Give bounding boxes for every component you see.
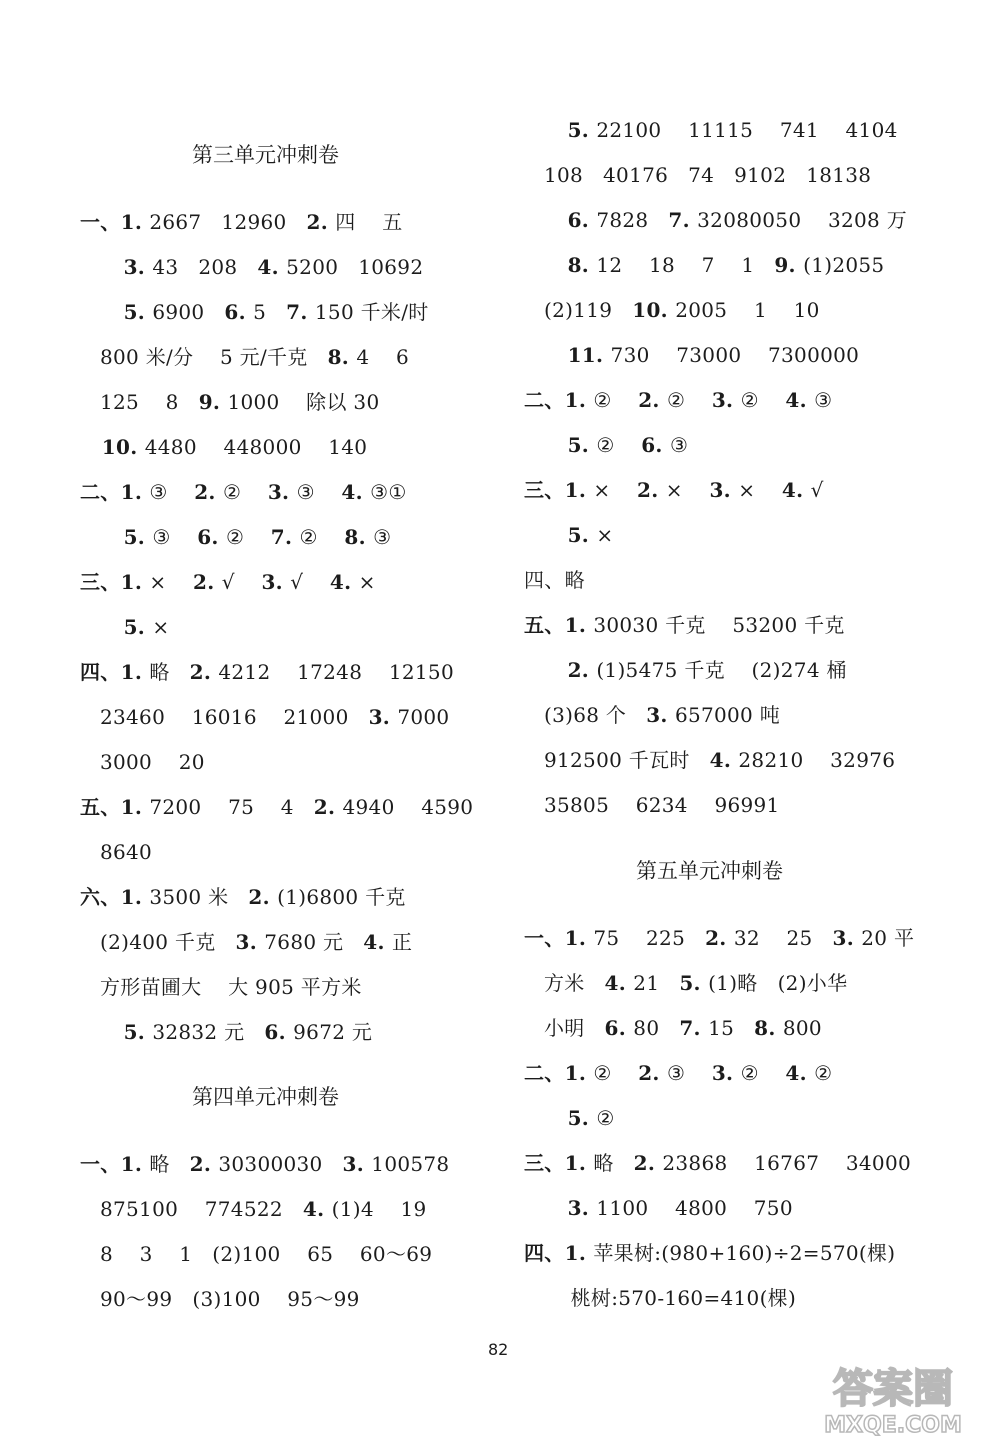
answer-text: ② (666, 388, 712, 412)
answer-text: 23460 16016 21000 (80, 705, 369, 729)
answer-text: 苹果树:(980+160)÷2=570(棵) (593, 1241, 896, 1265)
answer-text: 75 225 (593, 926, 706, 950)
answer-text: 7000 (397, 705, 450, 729)
answer-text: ② (222, 480, 268, 504)
answer-line (80, 793, 473, 821)
answer-text: 3000 20 (80, 750, 205, 774)
answer-text: 32832 元 (152, 1020, 265, 1044)
answer-line (80, 838, 152, 866)
answer-line (524, 296, 820, 324)
answer-line (80, 253, 423, 281)
question-number: 9. (774, 253, 804, 277)
question-number: 4. (785, 1061, 815, 1085)
answer-text: × (738, 478, 782, 502)
answer-text: (1)略 (2)小华 (708, 971, 848, 995)
answer-text: 方米 (524, 971, 605, 995)
question-number: 5. (524, 523, 597, 547)
answer-text: 正 (392, 930, 413, 954)
question-number: 2. (633, 1151, 663, 1175)
answer-text: 9672 元 (293, 1020, 373, 1044)
question-number: 6. (224, 300, 254, 324)
answer-text: 30030 千克 53200 千克 (593, 613, 845, 637)
answer-text: ② (596, 1106, 615, 1130)
answer-line (80, 1018, 372, 1046)
answer-text: 657000 吨 (674, 703, 781, 727)
question-number: 一、1. (80, 210, 150, 234)
answer-text: 30300030 (218, 1152, 343, 1176)
answer-line (524, 206, 907, 234)
question-number: 5. (80, 525, 153, 549)
answer-text: ② (814, 1061, 833, 1085)
question-number: 5. (80, 1020, 153, 1044)
answer-line (80, 343, 409, 371)
answer-line (524, 431, 688, 459)
answer-text: 912500 千瓦时 (524, 748, 710, 772)
answer-line (80, 748, 205, 776)
answer-line (80, 1195, 427, 1223)
answer-text: ③ (666, 1061, 712, 1085)
question-number: 三、1. (524, 478, 594, 502)
page-number: 82 (488, 1340, 509, 1359)
question-number: 6. (641, 433, 670, 457)
answer-text: √ (810, 478, 824, 502)
question-number: 3. (267, 480, 297, 504)
question-number: 5. (80, 300, 153, 324)
question-number: 五、1. (80, 795, 150, 819)
answer-line (80, 883, 406, 911)
question-number: 10. (632, 298, 676, 322)
answer-text: 730 73000 7300000 (610, 343, 860, 367)
answer-line (524, 746, 895, 774)
answer-text: ② (596, 433, 642, 457)
answer-line (524, 1239, 895, 1267)
answer-line (524, 611, 845, 639)
answer-line (80, 1240, 432, 1268)
question-number: 4. (341, 480, 371, 504)
answer-text: × (149, 570, 194, 594)
question-number: 二、1. (524, 388, 594, 412)
answer-text: 略 (593, 1151, 634, 1175)
question-number: 8. (344, 525, 374, 549)
answer-text: (1)2055 (803, 253, 885, 277)
question-number: 6. (524, 208, 597, 232)
question-number: 5. (524, 118, 597, 142)
question-number: 10. (80, 435, 145, 459)
question-number: 2. (638, 1061, 667, 1085)
question-number: 2. (638, 388, 667, 412)
answer-line (80, 478, 407, 506)
answer-line (524, 161, 871, 189)
answer-text: 2005 1 10 (675, 298, 820, 322)
answer-text: ② (299, 525, 345, 549)
section-heading: 第三单元冲刺卷 (192, 143, 339, 167)
answer-text: 32 25 (733, 926, 833, 950)
answer-line (524, 521, 613, 549)
answer-text: 略 (149, 660, 190, 684)
answer-text: 方形苗圃大 大 905 平方米 (80, 975, 362, 999)
answer-line (524, 1014, 822, 1042)
answer-line (80, 928, 412, 956)
answer-text: ③ (814, 388, 833, 412)
answer-text: 8640 (80, 840, 153, 864)
watermark-text: 答案圈 (833, 1366, 953, 1412)
question-number: 5. (524, 433, 597, 457)
answer-text: 800 (782, 1016, 822, 1040)
question-number: 3. (709, 478, 739, 502)
answer-text: 7828 (596, 208, 669, 232)
answer-text: √ (221, 570, 262, 594)
answer-text: 32080050 3208 万 (697, 208, 908, 232)
question-number: 五、1. (524, 613, 594, 637)
answer-text: 100578 (371, 1152, 450, 1176)
answer-line (524, 791, 780, 819)
question-number: 二、1. (524, 1061, 594, 1085)
answer-text: 7200 75 4 (149, 795, 314, 819)
question-number: 8. (524, 253, 597, 277)
watermark-logo (798, 1352, 988, 1438)
answer-text: × (596, 523, 614, 547)
answer-text: 1100 4800 750 (596, 1196, 793, 1220)
answer-line (524, 251, 884, 279)
answer-text: 4 6 (356, 345, 410, 369)
answer-line (80, 973, 362, 1001)
question-number: 11. (524, 343, 611, 367)
answer-line (524, 924, 914, 952)
answer-text: 150 千米/时 (314, 300, 429, 324)
answer-line (80, 208, 403, 236)
answer-text: ② (740, 388, 786, 412)
answer-text: 15 (708, 1016, 755, 1040)
answer-text: √ (290, 570, 330, 594)
question-number: 2. (306, 210, 336, 234)
answer-text: ③① (370, 480, 407, 504)
question-number: 四、1. (80, 660, 150, 684)
answer-line (80, 1150, 449, 1178)
answer-text: 5200 10692 (286, 255, 424, 279)
question-number: 2. (248, 885, 278, 909)
answer-text: 12 18 7 1 (596, 253, 775, 277)
answer-text: × (665, 478, 710, 502)
answer-line (524, 1104, 615, 1132)
answer-line (524, 1194, 793, 1222)
answer-line (524, 701, 780, 729)
watermark-domain: MXQE.COM (824, 1413, 962, 1438)
answer-text: × (593, 478, 638, 502)
question-number: 3. (342, 1152, 372, 1176)
answer-text: 略 (149, 1152, 190, 1176)
answer-line (524, 476, 824, 504)
answer-line (80, 433, 367, 461)
question-number: 2. (524, 658, 597, 682)
question-number: 4. (329, 570, 359, 594)
answer-text: 20 平 (861, 926, 915, 950)
question-number: 4. (257, 255, 287, 279)
answer-text: 桃树:570-160=410(棵) (524, 1286, 797, 1310)
question-number: 6. (197, 525, 226, 549)
answer-text: 3500 米 (149, 885, 249, 909)
question-number: 7. (286, 300, 315, 324)
question-number: 四、1. (524, 1241, 594, 1265)
question-number: 4. (709, 748, 739, 772)
answer-line (524, 969, 847, 997)
answer-text: 22100 11115 741 4104 (596, 118, 898, 142)
answer-text: (1)6800 千克 (277, 885, 406, 909)
question-number: 6. (604, 1016, 634, 1040)
question-number: 2. (189, 1152, 219, 1176)
answer-text: ② (593, 388, 639, 412)
answer-line (524, 1059, 832, 1087)
question-number: 2. (193, 570, 222, 594)
question-number: 5. (80, 615, 153, 639)
question-number: 二、1. (80, 480, 150, 504)
answer-text: 4480 448000 140 (144, 435, 368, 459)
answer-text: 80 (633, 1016, 680, 1040)
answer-text: 28210 32976 (738, 748, 896, 772)
question-number: 7. (668, 208, 698, 232)
question-number: 2. (189, 660, 219, 684)
question-number: 6. (264, 1020, 294, 1044)
answer-text: 21 (633, 971, 680, 995)
question-number: 7. (270, 525, 300, 549)
answer-text: 7680 元 (264, 930, 364, 954)
answer-text: ③ (152, 525, 198, 549)
answer-line (80, 1285, 360, 1313)
answer-text: 800 米/分 5 元/千克 (80, 345, 328, 369)
question-number: 3. (261, 570, 291, 594)
answer-text: ② (225, 525, 271, 549)
section-heading: 第四单元冲刺卷 (192, 1085, 339, 1109)
question-number: 一、1. (80, 1152, 150, 1176)
question-number: 3. (711, 1061, 741, 1085)
answer-text: ② (740, 1061, 786, 1085)
question-number: 8. (754, 1016, 783, 1040)
answer-line (80, 388, 379, 416)
question-number: 三、1. (524, 1151, 594, 1175)
question-number: 2. (705, 926, 734, 950)
answer-line (80, 703, 449, 731)
answer-text: 四 五 (335, 210, 403, 234)
answer-line (524, 656, 847, 684)
question-number: 3. (832, 926, 862, 950)
question-number: 一、1. (524, 926, 594, 950)
answer-line (524, 1284, 796, 1312)
answer-text: 四、略 (524, 568, 585, 592)
answer-text: 4940 4590 (342, 795, 474, 819)
answer-text: (1)5475 千克 (2)274 桶 (596, 658, 847, 682)
answer-text: 108 40176 74 9102 18138 (524, 163, 872, 187)
answer-text: 125 8 (80, 390, 199, 414)
answer-line (80, 298, 429, 326)
question-number: 3. (524, 1196, 597, 1220)
answer-line (524, 116, 898, 144)
answer-text: 875100 774522 (80, 1197, 303, 1221)
question-number: 3. (368, 705, 398, 729)
answer-text: 4212 17248 12150 (218, 660, 454, 684)
answer-line (80, 523, 391, 551)
question-number: 8. (327, 345, 357, 369)
answer-text: 5 (253, 300, 287, 324)
answer-text: × (152, 615, 170, 639)
question-number: 三、1. (80, 570, 150, 594)
answer-text: 23868 16767 34000 (662, 1151, 912, 1175)
question-number: 4. (363, 930, 393, 954)
question-number: 六、1. (80, 885, 150, 909)
question-number: 5. (524, 1106, 597, 1130)
question-number: 7. (679, 1016, 709, 1040)
question-number: 2. (194, 480, 223, 504)
answer-text: 2667 12960 (149, 210, 307, 234)
answer-text: (1)4 19 (331, 1197, 427, 1221)
answer-line (80, 568, 376, 596)
answer-text: ③ (296, 480, 342, 504)
answer-line (524, 341, 859, 369)
question-number: 4. (781, 478, 811, 502)
answer-line (524, 386, 832, 414)
section-heading: 第五单元冲刺卷 (636, 859, 783, 883)
answer-text: × (358, 570, 376, 594)
answer-text: ③ (149, 480, 195, 504)
answer-text: 8 3 1 (2)100 65 60～69 (80, 1242, 433, 1266)
answer-text: ② (593, 1061, 639, 1085)
question-number: 4. (785, 388, 815, 412)
question-number: 3. (80, 255, 153, 279)
question-number: 2. (313, 795, 343, 819)
answer-text: 小明 (524, 1016, 605, 1040)
answer-text: ③ (669, 433, 689, 457)
question-number: 4. (302, 1197, 332, 1221)
question-number: 3. (711, 388, 741, 412)
answer-text: 6900 (152, 300, 225, 324)
answer-text: (3)68 个 (524, 703, 647, 727)
answer-line (524, 566, 585, 594)
question-number: 3. (646, 703, 675, 727)
question-number: 5. (679, 971, 709, 995)
question-number: 9. (198, 390, 228, 414)
answer-text: ③ (373, 525, 392, 549)
question-number: 2. (637, 478, 666, 502)
answer-line (80, 658, 454, 686)
answer-text: (2)119 (524, 298, 633, 322)
question-number: 4. (604, 971, 634, 995)
answer-text: 43 208 (152, 255, 258, 279)
answer-text: (2)400 千克 (80, 930, 236, 954)
answer-line (524, 1149, 911, 1177)
answer-text: 1000 除以 30 (227, 390, 380, 414)
answer-text: 90～99 (3)100 95～99 (80, 1287, 360, 1311)
answer-text: 35805 6234 96991 (524, 793, 780, 817)
answer-line (80, 613, 169, 641)
question-number: 3. (235, 930, 265, 954)
